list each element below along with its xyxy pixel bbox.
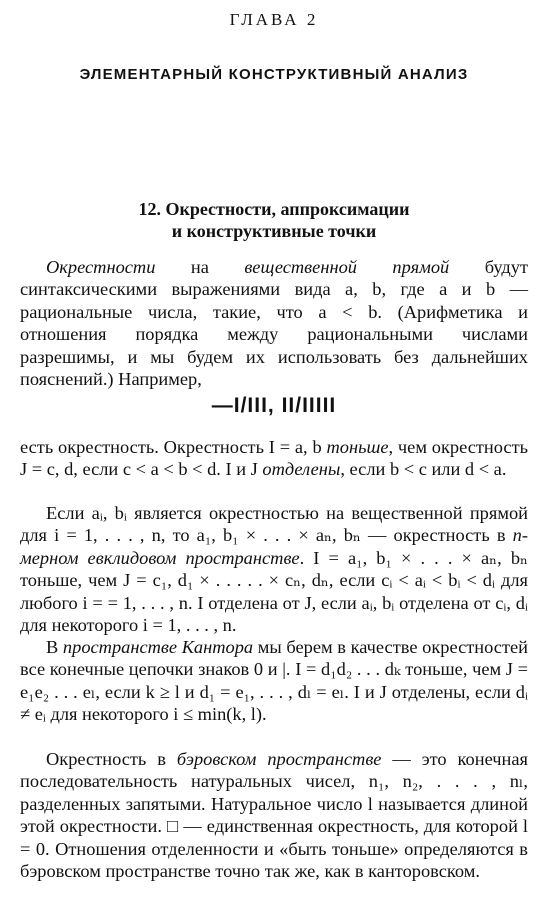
paragraph-finer-separated: [20, 436, 528, 481]
text-run: Если aᵢ, bᵢ является окрестностью на вещественной прямой для i = 1, . . . , n, то a₁, b₁ × . . . × aₙ, bₙ — окрестность в: [20, 503, 528, 546]
text-run: , если b < c или d < a.: [340, 459, 507, 480]
example-formula: —I/III, II/IIIII: [211, 394, 337, 417]
section-title-line-2: и конструктивные точки: [171, 221, 377, 241]
text-run: на: [155, 257, 245, 277]
text-run: В: [46, 637, 63, 657]
text-run: мы берем в качестве окрестностей все конечные цепочки знаков 0 и |. I = d₁d₂ . . . dₖ тоньше, чем J = e₁e₂ . . . eₗ, если k ≥ l и d₁ = e₁, . . . , dₗ = eₗ. I и J отделены, если dᵢ ≠ eᵢ для некоторого i ≤ min(k, l).: [20, 637, 528, 725]
paragraph-euclidean-space: [20, 502, 528, 636]
text-run: есть окрестность. Окрестность I = a, b: [20, 437, 327, 457]
text-run: . I = a₁, b₁ × . . . × aₙ, bₙ тоньше, чем J = c₁, d₁ × . . . . . × cₙ, dₙ, если cᵢ < aᵢ < bᵢ < dᵢ для любого i = = 1, . . . , n. I отделена от J, если aᵢ, bᵢ отделена от cᵢ, dᵢ для некоторого i = 1, . . . , n.: [20, 547, 528, 636]
text-run: , чем окрестность J = c, d, если c < a < b < d. I и J: [20, 437, 528, 480]
text-run: — это конечная последовательность натуральных чисел, n₁, n₂, . . . , nₗ, разделенных запятыми. Натуральное число l называется длиной этой окрестности. □ — единственная окрестность, для которой l = 0. Отношения отделенности и «быть тоньше» определяются в бэровском пространстве точно так же, как в канторовском.: [20, 749, 528, 882]
paragraph-baire-space: [20, 748, 528, 882]
term-cantor-space: пространстве Кантора: [62, 637, 254, 657]
section-heading: [0, 198, 548, 242]
term-separated: отделены: [262, 459, 341, 480]
section-title-line-1: 12. Окрестности, аппроксимации: [138, 199, 410, 219]
chapter-heading: ГЛАВА 2: [229, 10, 319, 29]
term-real-line: вещественной прямой: [244, 257, 450, 277]
text-run: будут синтаксическими выражениями вида a, b, где a и b — рациональные числа, такие, что a < b. (Арифметика и отношения порядка между рациональными числами разрешимы, и мы будем их использовать без дальнейших пояснений.) Например,: [20, 257, 528, 390]
paragraph-cantor-space: [20, 636, 528, 726]
term-baire-space: бэровском пространстве: [176, 749, 382, 769]
term-neighborhoods: Окрестности: [46, 257, 156, 277]
term-finer: тоньше: [326, 437, 389, 457]
part-heading: ЭЛЕМЕНТАРНЫЙ КОНСТРУКТИВНЫЙ АНАЛИЗ: [79, 66, 469, 83]
term-euclidean-space: n-мерном евклидовом пространстве: [20, 525, 528, 568]
paragraph-neighborhoods-intro: [20, 256, 528, 390]
text-run: Окрестность в: [46, 749, 177, 769]
